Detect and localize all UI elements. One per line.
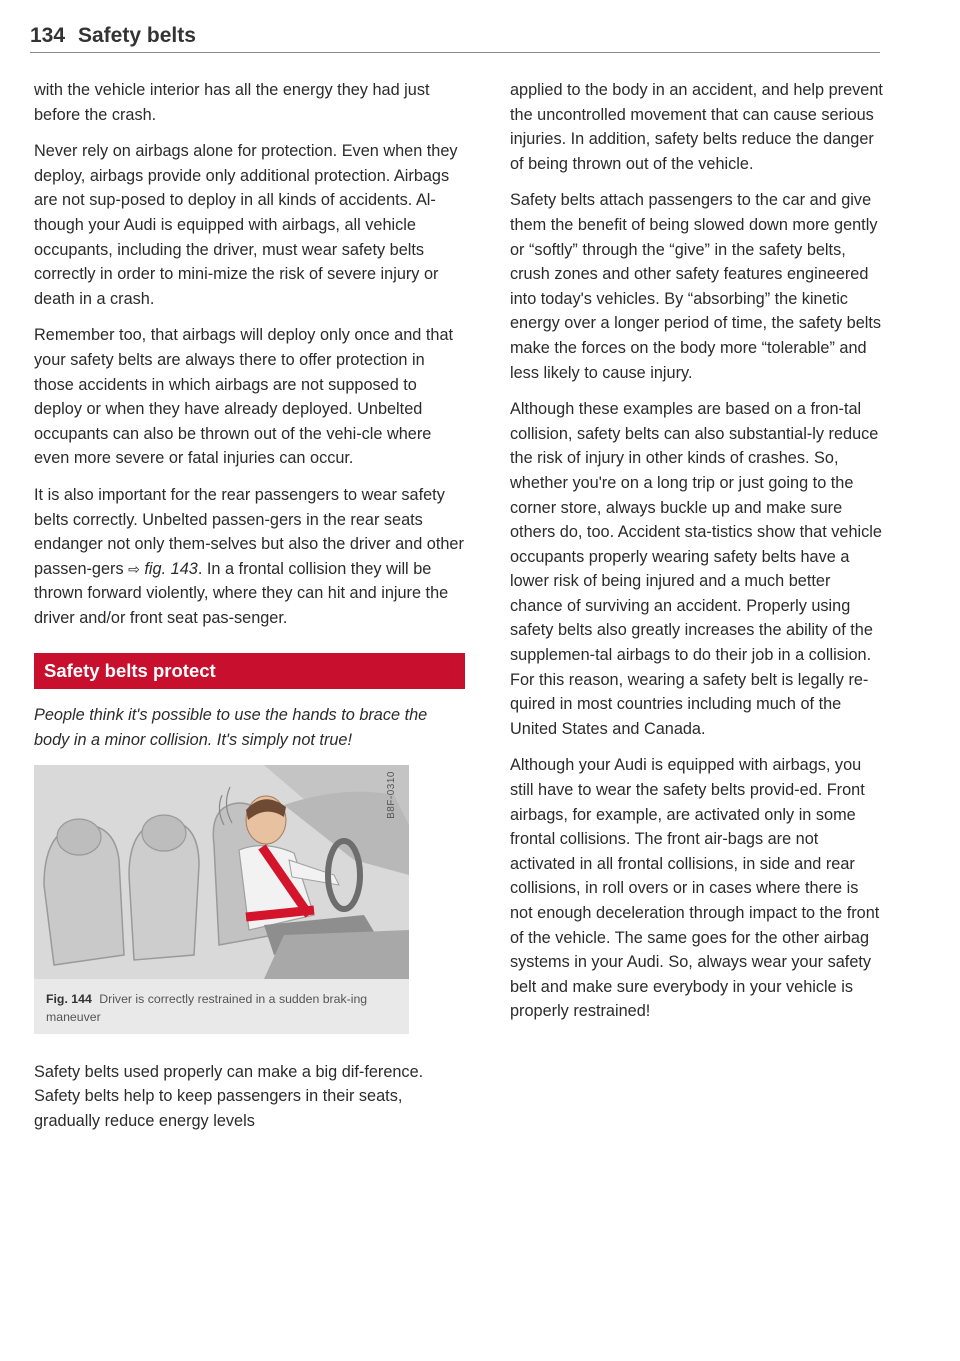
xref-arrow-icon: ⇨ <box>128 560 140 577</box>
page-header <box>30 22 880 53</box>
figure-reference-link[interactable]: fig. 143 <box>144 559 198 578</box>
figure-label: Fig. 144 <box>46 991 92 1006</box>
figure-caption-text: Driver is correctly restrained in a sudden brak-ing maneuver <box>46 991 368 1024</box>
right-column <box>510 78 885 1036</box>
paragraph: Although these examples are based on a fron-tal collision, safety belts can also substantial-ly reduce the risk of injury in other kinds of crashes. So, whether you're on a long trip or just going to the corner store, always buckle up and make sure others do, too. Accident sta-tistics show that vehicle occupants properly wearing safety belts have a lower risk of being injured and a much better chance of surviving an accident. Properly using safety belts also greatly increases the ability of the supplemen-tal airbags to do their job in a collision. For this reason, wearing a safety belt is legally re-quired in most countries including much of the United States and Canada. <box>510 400 882 738</box>
figure-code: B8F-0310 <box>386 770 398 819</box>
paragraph-text: It is also important for the rear passengers to wear safety belts correctly. Unbelted passen-gers in the rear seats endanger not only them-selves but also the driver and other passen-gers <box>34 485 464 578</box>
paragraph: applied to the body in an accident, and help prevent the uncontrolled movement that can cause serious injuries. In addition, safety belts reduce the danger of being thrown out of the vehicle. <box>510 81 883 173</box>
paragraph: Although your Audi is equipped with airbags, you still have to wear the safety belts provid-ed. Front airbags, for example, are activated only in some frontal collisions. The front air-bags are not activated in all frontal collisions, in side and rear collisions, in roll overs or in cases where there is not enough deceleration through impact to the front of the vehicle. The same goes for the other airbag systems in your Audi. So, always wear your safety belt and make sure everybody in your vehicle is properly restrained! <box>510 756 880 1021</box>
paragraph-text: . In a frontal collision they will be thrown forward violently, where they can hit and injure the driver and/or front seat pas-senger. <box>34 559 449 627</box>
paragraph <box>34 483 464 631</box>
page-number: 134 <box>30 24 66 47</box>
left-column <box>34 78 464 1145</box>
paragraph: Safety belts attach passengers to the car and give them the benefit of being slowed down more gently or “softly” through the “give” in the safety belts, crush zones and other safety features engineered into today's vehicles. By “absorbing” the kinetic energy over a longer period of time, the safety belts make the forces on the body more “tolerable” and less likely to cause injury. <box>510 191 882 382</box>
paragraph: Never rely on airbags alone for protection. Even when they deploy, airbags provide only additional protection. Airbags are not sup-posed to deploy in all kinds of accidents. Al-though your Audi is equipped with airbags, all vehicle occupants, including the driver, must wear safety belts correctly in order to mini-mize the risk of severe injury or death in a crash. <box>34 142 458 308</box>
figure-illustration <box>34 765 409 979</box>
intro-text: People think it's possible to use the hands to brace the body in a minor collision. It's simply not true! <box>34 706 428 750</box>
paragraph: with the vehicle interior has all the energy they had just before the crash. <box>34 81 430 124</box>
figure-caption <box>34 979 409 1034</box>
figure-144 <box>34 765 409 1034</box>
section-banner: Safety belts protect <box>34 653 465 689</box>
driver-belt-illustration <box>34 765 409 979</box>
section-title: Safety belts <box>78 24 196 47</box>
paragraph: Remember too, that airbags will deploy only once and that your safety belts are always there to offer protection in those accidents in which airbags are not supposed to deploy or when they have already deployed. Unbelted occupants can also be thrown out of the vehi-cle where even more severe or fatal injuries can occur. <box>34 326 454 468</box>
paragraph: Safety belts used properly can make a big dif-ference. Safety belts help to keep passengers in their seats, gradually reduce energy levels <box>34 1062 424 1130</box>
